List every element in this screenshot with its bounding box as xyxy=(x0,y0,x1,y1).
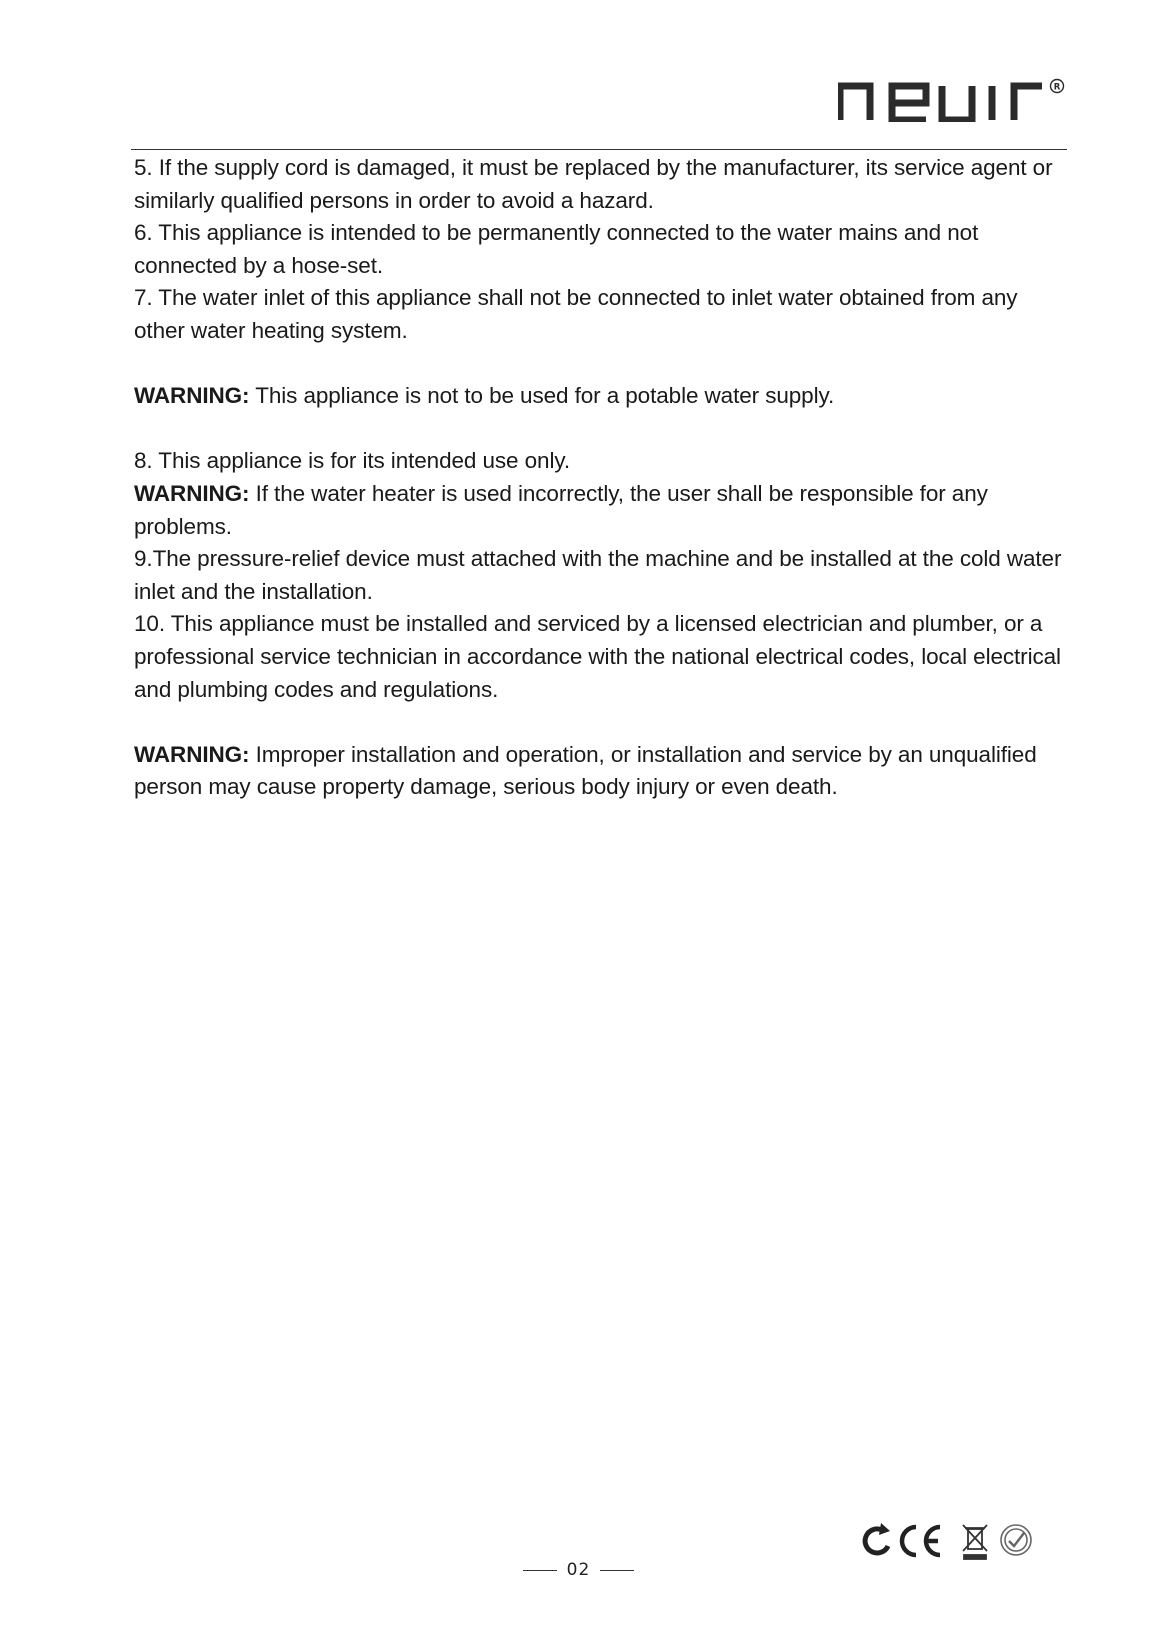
warning-improper-installation xyxy=(134,739,1074,804)
page-number-dash-right xyxy=(600,1570,634,1571)
warning-potable-water xyxy=(134,380,1074,413)
warning-label: WARNING: xyxy=(134,741,250,767)
instruction-item-5: 5. If the supply cord is damaged, it must be replaced by the manufacturer, its service agent or similarly qualified persons in order to avoid a hazard. xyxy=(134,155,1053,213)
instruction-item-10: 10. This appliance must be installed and serviced by a licensed electrician and plumber, or a professional service technician in accordance with the national electrical codes, local electrical and plumbing codes and regulations. xyxy=(134,611,1061,702)
certification-icons xyxy=(858,1520,1038,1564)
weee-bin-icon xyxy=(963,1525,987,1559)
page-number xyxy=(0,1560,1157,1580)
header-divider xyxy=(131,149,1067,150)
page-number-value: 02 xyxy=(566,1560,591,1580)
ce-mark-icon xyxy=(902,1527,940,1555)
warning-label: WARNING: xyxy=(134,480,250,506)
nevir-logo xyxy=(838,76,1108,122)
registered-mark-icon xyxy=(1051,80,1064,93)
instruction-item-8: 8. This appliance is for its intended use only. xyxy=(134,448,570,474)
certification-seal-icon xyxy=(1001,1525,1031,1555)
instruction-item-7: 7. The water inlet of this appliance shall not be connected to inlet water obtained from any other water heating system. xyxy=(134,285,1018,343)
svg-text:R: R xyxy=(1053,82,1061,93)
warning-text: This appliance is not to be used for a potable water supply. xyxy=(255,383,835,409)
instruction-item-6: 6. This appliance is intended to be permanently connected to the water mains and not connected by a hose-set. xyxy=(134,220,979,278)
warning-text: Improper installation and operation, or installation and service by an unqualified person may cause property damage, serious body injury or even death. xyxy=(134,741,1037,800)
safety-instructions xyxy=(134,152,1074,804)
paragraph-gap xyxy=(134,706,1074,739)
paragraph-gap xyxy=(134,413,1074,446)
page-number-dash-left xyxy=(523,1570,557,1571)
paragraph-gap xyxy=(134,348,1074,381)
instruction-item-9: 9.The pressure-relief device must attached with the machine and be installed at the cold water inlet and the installation. xyxy=(134,546,1062,604)
recycle-icon xyxy=(865,1523,890,1553)
warning-text: If the water heater is used incorrectly, the user shall be responsible for any problems. xyxy=(134,480,988,539)
warning-incorrect-use xyxy=(134,478,1074,543)
warning-label: WARNING: xyxy=(134,383,250,409)
